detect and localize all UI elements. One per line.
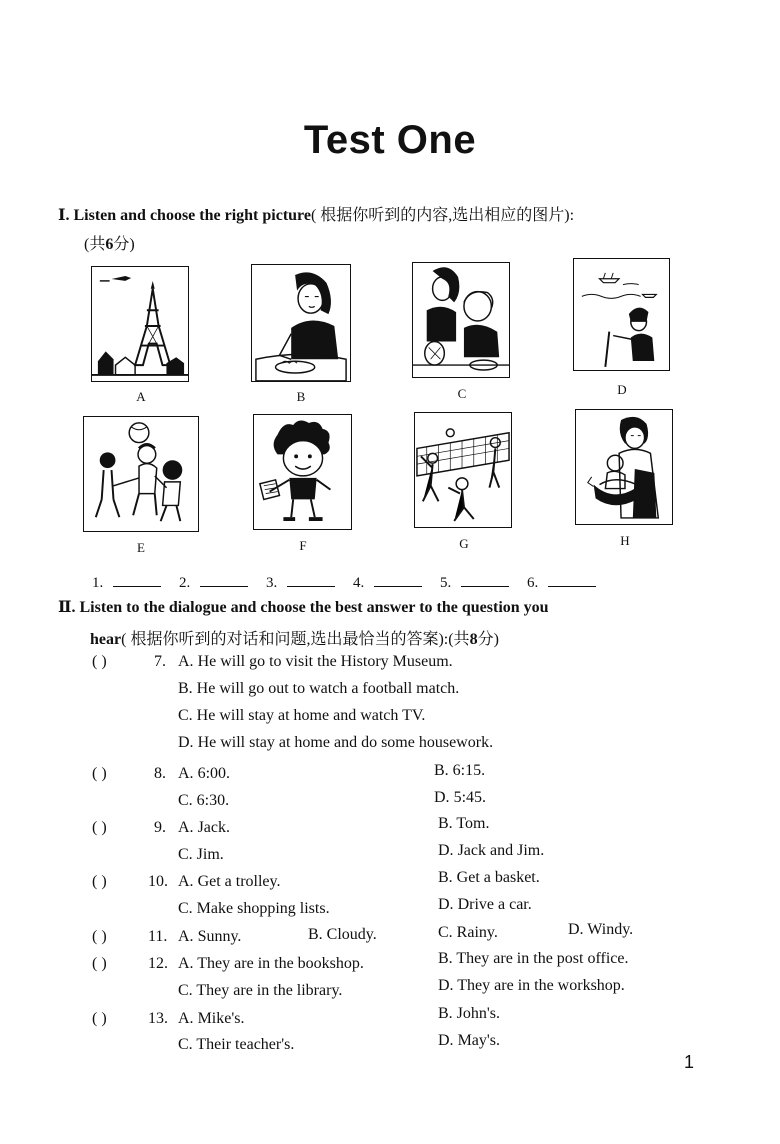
question-11-paren[interactable]: ( ) — [92, 928, 107, 945]
picture-a — [91, 266, 189, 382]
question-13-option-a[interactable]: A. Mike's. — [178, 1010, 245, 1027]
page-number: 1 — [683, 1052, 694, 1072]
two-girls-cooking-illustration — [413, 263, 509, 377]
picture-label-h: H — [620, 533, 630, 548]
question-9-option-b[interactable]: B. Tom. — [438, 815, 490, 832]
question-12-number: 12. — [148, 955, 168, 972]
question-13-number: 13. — [148, 1010, 168, 1027]
question-10-number: 10. — [148, 873, 168, 890]
children-playing-ball-illustration — [84, 417, 198, 531]
question-12-option-c[interactable]: C. They are in the library. — [178, 982, 343, 999]
picture-label-e: E — [137, 540, 145, 555]
question-8-option-a[interactable]: A. 6:00. — [178, 765, 231, 782]
blank-number-2: 2. — [179, 575, 191, 591]
question-10-option-d[interactable]: D. Drive a car. — [438, 896, 532, 913]
question-12-option-d[interactable]: D. They are in the workshop. — [438, 977, 625, 994]
question-13-paren[interactable]: ( ) — [92, 1010, 107, 1027]
answer-blank-5[interactable] — [461, 574, 509, 587]
question-9-paren[interactable]: ( ) — [92, 819, 107, 836]
question-9-option-a[interactable]: A. Jack. — [178, 819, 230, 836]
picture-h — [575, 409, 673, 525]
section-1-instruction: ( 根据你听到的内容,选出相应的图片): — [310, 207, 575, 224]
question-12-paren[interactable]: ( ) — [92, 955, 107, 972]
points-suffix: 分) — [477, 631, 499, 648]
section-1-heading — [58, 202, 574, 225]
volleyball-players-illustration — [415, 413, 511, 527]
points-prefix: (共 — [448, 631, 470, 648]
blank-number-6: 6. — [527, 575, 539, 591]
question-11-option-b[interactable]: B. Cloudy. — [308, 926, 377, 943]
picture-b — [251, 264, 351, 382]
points-suffix: 分) — [113, 236, 135, 253]
boy-with-book-illustration — [254, 415, 351, 529]
question-8-option-d[interactable]: D. 5:45. — [434, 789, 487, 806]
question-8-paren[interactable]: ( ) — [92, 765, 107, 782]
section-2-heading — [58, 597, 549, 617]
blank-number-1: 1. — [92, 575, 104, 591]
points-prefix: (共 — [84, 236, 106, 253]
blank-number-5: 5. — [440, 575, 452, 591]
answer-blank-6[interactable] — [548, 574, 596, 587]
section-1-numeral: Ⅰ. — [58, 207, 70, 224]
question-7-number: 7. — [154, 653, 166, 670]
points-value: 6 — [105, 236, 114, 253]
boy-rowing-illustration — [574, 259, 669, 370]
picture-label-d: D — [617, 382, 627, 397]
answer-blanks-row — [92, 574, 610, 592]
question-8-option-c[interactable]: C. 6:30. — [178, 792, 230, 809]
question-11-number: 11. — [148, 928, 168, 945]
question-11-option-d[interactable]: D. Windy. — [568, 921, 634, 938]
question-10-option-b[interactable]: B. Get a basket. — [438, 869, 540, 886]
section-2-title-cont: hear — [90, 631, 122, 648]
section-1-title: Listen and choose the right picture — [73, 207, 311, 224]
eiffel-tower-illustration — [92, 267, 188, 381]
blank-number-3: 3. — [266, 575, 278, 591]
question-8-number: 8. — [154, 765, 166, 782]
girl-washing-dishes-illustration — [252, 265, 350, 381]
page-title: Test One — [303, 118, 477, 162]
question-12-option-a[interactable]: A. They are in the bookshop. — [178, 955, 364, 972]
question-8-option-b[interactable]: B. 6:15. — [434, 762, 486, 779]
question-13-option-d[interactable]: D. May's. — [438, 1032, 500, 1049]
question-7-option-d[interactable]: D. He will stay at home and do some housework. — [178, 734, 494, 751]
picture-f — [253, 414, 352, 530]
section-2-heading-cont — [90, 626, 499, 649]
section-2-instruction: ( 根据你听到的对话和问题,选出最恰当的答案): — [121, 631, 449, 648]
picture-label-b: B — [296, 389, 306, 404]
picture-label-g: G — [459, 536, 469, 551]
question-7-option-b[interactable]: B. He will go out to watch a football match. — [178, 680, 460, 697]
question-13-option-c[interactable]: C. Their teacher's. — [178, 1036, 295, 1053]
question-7-option-a[interactable]: A. He will go to visit the History Museum. — [178, 653, 453, 670]
question-9-option-c[interactable]: C. Jim. — [178, 846, 224, 863]
question-9-number: 9. — [154, 819, 166, 836]
question-7-option-c[interactable]: C. He will stay at home and watch TV. — [178, 707, 426, 724]
picture-e — [83, 416, 199, 532]
section-2-title: Listen to the dialogue and choose the best answer to the question you — [79, 599, 549, 616]
question-11-option-c[interactable]: C. Rainy. — [438, 924, 498, 941]
question-9-option-d[interactable]: D. Jack and Jim. — [438, 842, 545, 859]
question-10-paren[interactable]: ( ) — [92, 873, 107, 890]
question-12-option-b[interactable]: B. They are in the post office. — [438, 950, 629, 967]
answer-blank-3[interactable] — [287, 574, 335, 587]
section-2-numeral: Ⅱ. — [58, 599, 76, 616]
question-11-option-a[interactable]: A. Sunny. — [178, 928, 242, 945]
answer-blank-1[interactable] — [113, 574, 161, 587]
picture-label-a: A — [136, 389, 146, 404]
points-value: 8 — [469, 631, 478, 648]
picture-label-c: C — [457, 386, 467, 401]
section-1-points — [84, 231, 135, 254]
picture-label-f: F — [299, 538, 307, 553]
question-10-option-c[interactable]: C. Make shopping lists. — [178, 900, 330, 917]
picture-g — [414, 412, 512, 528]
blank-number-4: 4. — [353, 575, 365, 591]
mother-and-baby-illustration — [576, 410, 672, 524]
question-13-option-b[interactable]: B. John's. — [438, 1005, 501, 1022]
answer-blank-2[interactable] — [200, 574, 248, 587]
question-10-option-a[interactable]: A. Get a trolley. — [178, 873, 281, 890]
question-7-paren[interactable]: ( ) — [92, 653, 107, 670]
answer-blank-4[interactable] — [374, 574, 422, 587]
picture-d — [573, 258, 670, 371]
picture-c — [412, 262, 510, 378]
